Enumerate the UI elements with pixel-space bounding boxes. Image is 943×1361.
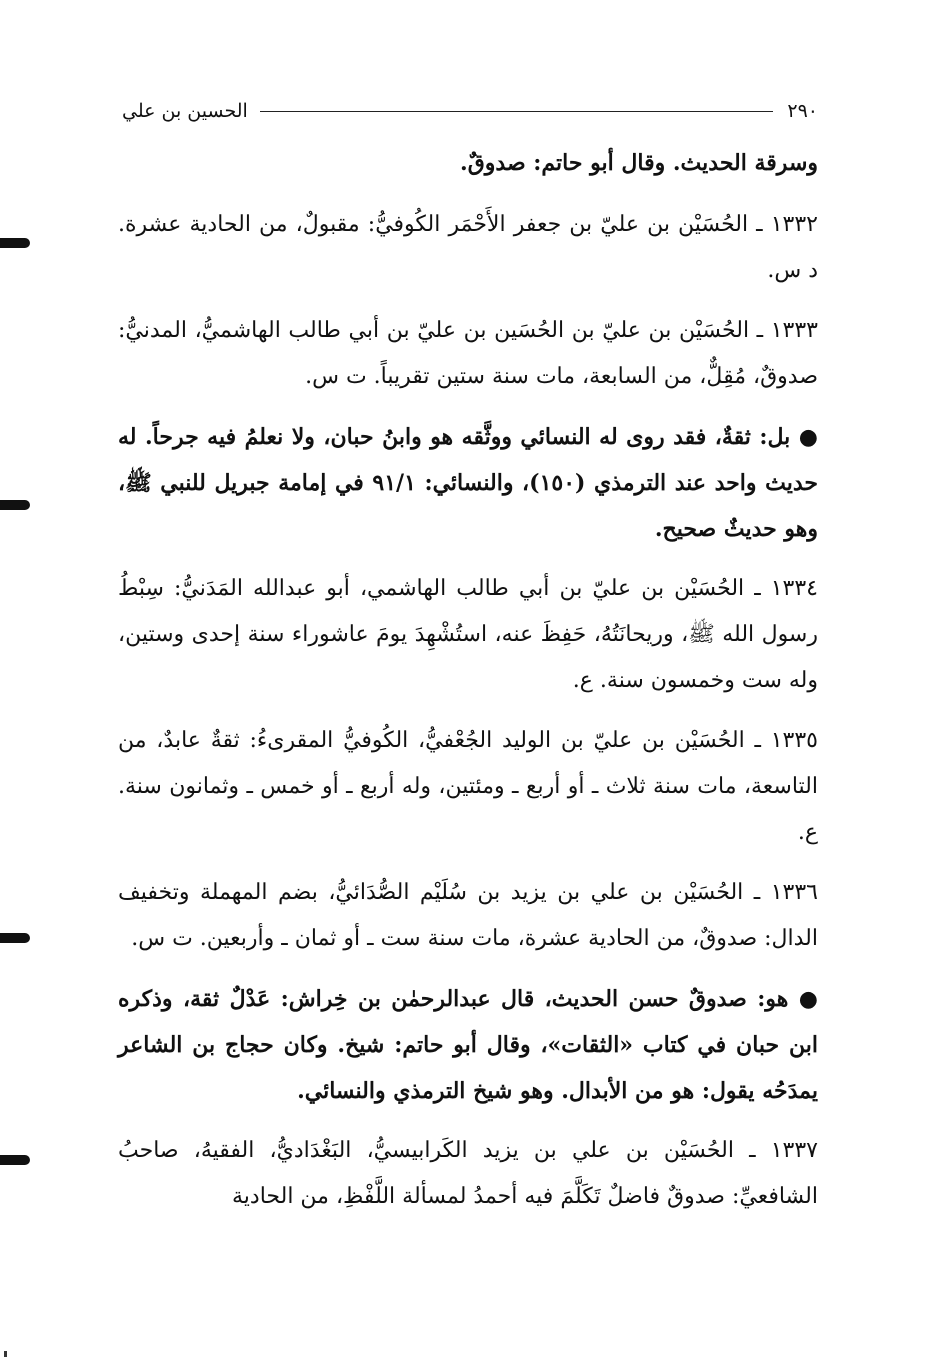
header-rule (260, 111, 774, 112)
margin-marker (0, 238, 30, 248)
margin-marker (0, 500, 30, 510)
header-title: الحسين بن علي (122, 100, 248, 122)
entry-1337: ١٣٣٧ ـ الحُسَيْن بن علي بن يزيد الكَرابيسيُّ، البَغْدَاديُّ، الفقيهُ، صاحبُ الشافعيِّ: صدوقٌ فاضلٌ تَكَلَّمَ فيه أحمدُ لمسألة اللَّفْظِ، من الحادية (118, 1138, 818, 1209)
margin-marker (0, 1155, 30, 1165)
entry-1334: ١٣٣٤ ـ الحُسَيْن بن عليّ بن أبي طالب الهاشمي، أبو عبدالله المَدَنيُّ: سِبْطُ رسول الله ﷺ، وريحانَتُهُ، حَفِظَ عنه، استُشْهِدَ يومَ عاشوراء سنة إحدى وستين، وله ست وخمسون سنة. ع. (118, 576, 818, 693)
entry-1336: ١٣٣٦ ـ الحُسَيْن بن علي بن يزيد بن سُلَيْم الصُّدَائيُّ، بضم المهملة وتخفيف الدال: صدوقٌ، من الحادية عشرة، مات سنة ست ـ أو ثمان ـ وأربعين. ت س. (118, 880, 818, 951)
scan-speck (4, 1351, 7, 1357)
entry-1332: ١٣٣٢ ـ الحُسَيْن بن عليّ بن جعفر الأَحْمَر الكُوفيُّ: مقبولٌ، من الحادية عشرة. د س. (118, 212, 818, 283)
running-header (122, 96, 818, 126)
entry-1333: ١٣٣٣ ـ الحُسَيْن بن عليّ بن الحُسَين بن عليّ بن أبي طالب الهاشميُّ، المدنيُّ: صدوقٌ، مُقِلٌّ، من السابعة، مات سنة ستين تقريباً. ت س. (118, 318, 818, 389)
paragraph-continuation: وسرقة الحديث. وقال أبو حاتم: صدوقٌ. (460, 150, 818, 176)
margin-marker (0, 933, 30, 943)
body-text (118, 140, 818, 1234)
commentary-1336: ● هو: صدوقٌ حسن الحديث، قال عبدالرحمٰن بن خِراش: عَدْلٌ ثقة، وذكره ابن حبان في كتاب «الثقات»، وقال أبو حاتم: شيخ. وكان حجاج بن الشاعر يمدَحُه يقول: هو من الأبدال. وهو شيخ الترمذي والنسائي. (118, 986, 818, 1104)
page-number: ٢٩٠ (787, 100, 818, 122)
commentary-1333: ● بل: ثقةٌ، فقد روى له النسائي ووثَّقه هو وابنُ حبان، ولا نعلمُ فيه جرحاً. له حديث واحد عند الترمذي (١٥٠)، والنسائي: ٩١/١ في إمامة جبريل للنبي ﷺ، وهو حديثٌ صحيح. (118, 424, 818, 542)
entry-1335: ١٣٣٥ ـ الحُسَيْن بن عليّ بن الوليد الجُعْفيُّ، الكُوفيُّ المقرىءُ: ثقةٌ عابدٌ، من التاسعة، مات سنة ثلاث ـ أو أربع ـ ومئتين، وله أربع ـ أو خمس ـ وثمانون سنة. ع. (118, 728, 818, 845)
